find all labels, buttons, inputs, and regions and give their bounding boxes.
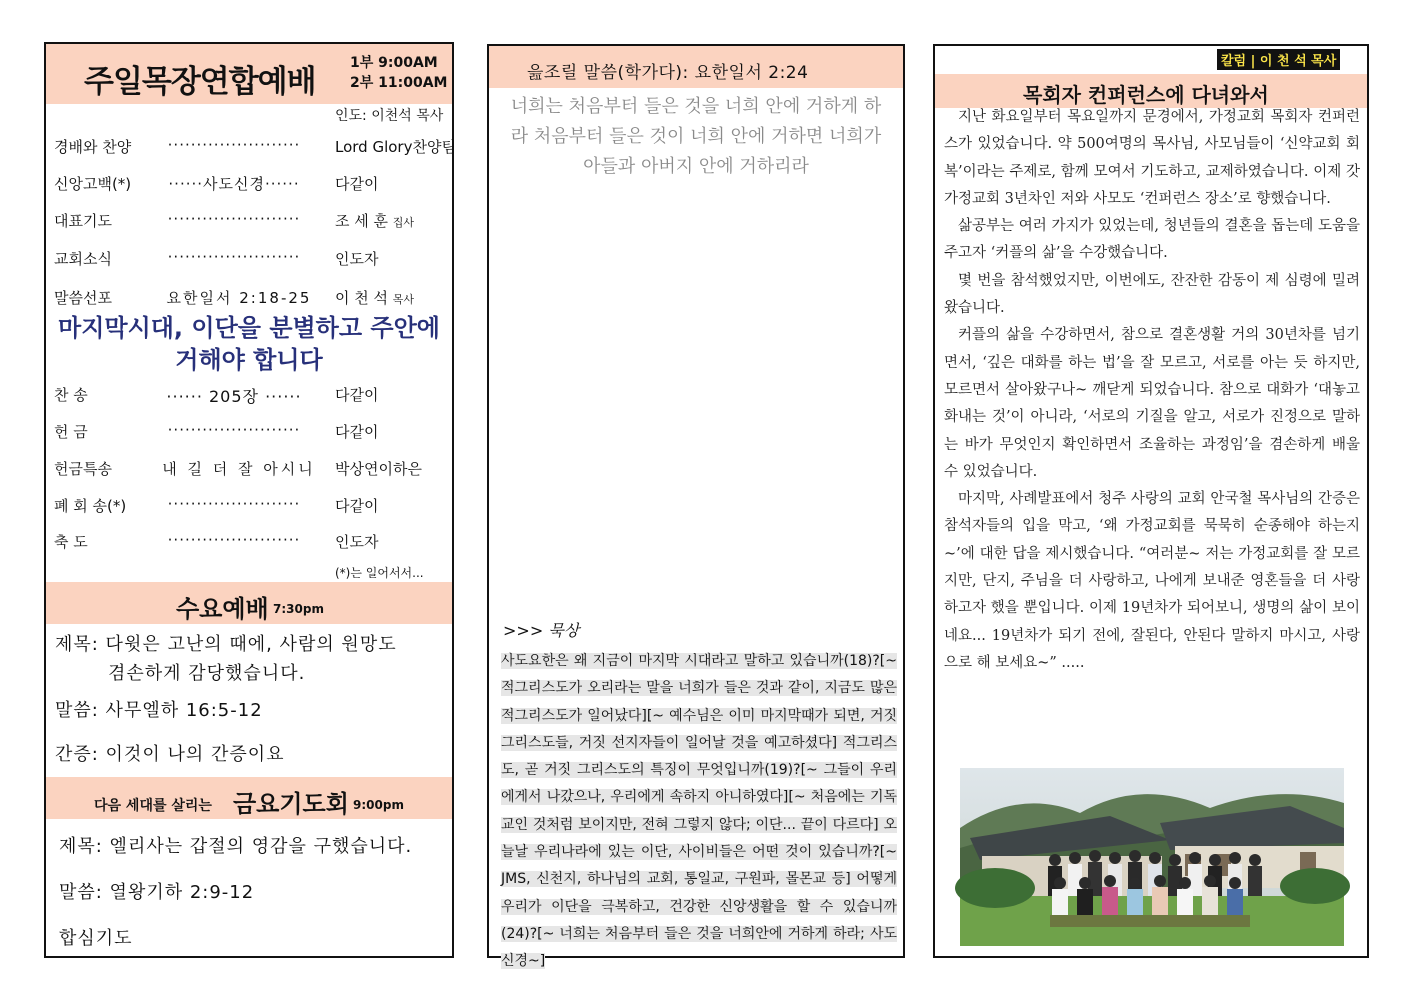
order-row-benediction [54, 531, 450, 555]
service-time-1: 1부 9:00AM [350, 55, 438, 71]
sunday-service-header [46, 44, 452, 104]
wednesday-topic-cont: 겸손하게 감당했습니다. [108, 663, 306, 684]
order-person: 박상연이하은 [335, 460, 422, 478]
order-label: 헌 금 [54, 423, 88, 441]
wednesday-topic: 제목: 다윗은 고난의 때에, 사람의 원망도 [55, 634, 397, 655]
order-row-news [54, 248, 450, 272]
memory-verse: 너희는 처음부터 들은 것을 너희 안에 거하게 하라 처음부터 들은 것이 너희 안에 거하면 너희가 아들과 아버지 안에 거하리라 [510, 96, 882, 177]
friday-scripture: 말씀: 열왕기하 2:9-12 [59, 882, 255, 903]
wednesday-scripture: 말씀: 사무엘하 16:5-12 [55, 700, 263, 721]
order-person [335, 287, 414, 308]
person-role: 집사 [392, 216, 415, 229]
leader-line: 인도: 이천석 목사 [335, 108, 444, 124]
standing-note: (*)는 일어서서... [335, 566, 424, 580]
column-paragraph: 지난 화요일부터 목요일까지 문경에서, 가정교회 목회자 컨퍼런스가 있었습니다. 약 500여명의 목사님, 사모님들이 ‘신약교회 회복’이라는 주제로, 함께 모여서 기도하고, 교제하였습니다. 이제 갓 가정교회 3년차인 저와 사모도 ‘컨퍼런스 장소’로 향했습니다. [944, 109, 1360, 207]
order-person: 다같이 [335, 175, 379, 193]
friday-prayer-prefix: 다음 세대를 살리는 [94, 798, 212, 814]
column-body [944, 104, 1360, 677]
order-row-hymn [54, 384, 450, 408]
person-role: 목사 [392, 293, 415, 306]
sermon-title: 마지막시대, 이단을 분별하고 주안에 거해야 합니다 [58, 314, 440, 374]
order-row-sermon [54, 287, 450, 311]
order-person: 다같이 [335, 423, 379, 441]
order-label: 축 도 [54, 533, 88, 551]
friday-topic: 제목: 엘리사는 갑절의 영감을 구했습니다. [59, 836, 413, 857]
order-person: 다같이 [335, 386, 379, 404]
service-title: 주일목장연합예배 [84, 64, 316, 100]
wednesday-testimony: 간증: 이것이 나의 간증이요 [55, 744, 285, 765]
friday-prayer-title: 금요기도회 [233, 790, 349, 818]
scripture-meditation-panel [487, 44, 905, 970]
order-detail: ······················· [167, 210, 301, 228]
scripture-heading: 읊조릴 말씀(학가다): 요한일서 2:24 [527, 63, 809, 83]
order-row-closing-hymn [54, 495, 450, 519]
order-detail: 내 길 더 잘 아시니 [162, 460, 316, 478]
column-paragraph: 커플의 삶을 수강하면서, 참으로 결혼생활 거의 30년차를 넘기면서, ‘깊은 대화를 하는 법’을 잘 모르고, 서로를 아는 듯 하지만, 모르면서 살아왔구나~ 깨닫게 되었습니다. 참으로 대화가 ‘대놓고 화내는 것’이 아니라, ‘서로의 기질을 알고, 서로가 진정으로 말하는 바가 무엇인지 확인하면서 조율하는 과정임’을 겸손하게 배울 수 있었습니다. [944, 327, 1360, 480]
wednesday-service-header [46, 582, 452, 624]
column-title: 목회자 컨퍼런스에 다녀와서 [1023, 83, 1269, 107]
column-paragraph: 몇 번을 참석했었지만, 이번에도, 잔잔한 감동이 제 심령에 밀려왔습니다. [944, 272, 1360, 317]
sermon-scripture: 요한일서 2:18-25 [166, 289, 312, 307]
service-time-2: 2부 11:00AM [350, 75, 448, 91]
order-row-praise [54, 136, 456, 160]
order-row-special-song [54, 458, 450, 482]
order-label: 신앙고백(*) [54, 175, 132, 193]
order-label: 경배와 찬양 [54, 138, 132, 156]
order-detail: ······················· [167, 421, 301, 439]
wednesday-service-title: 수요예배 [176, 595, 269, 623]
order-row-offering [54, 421, 450, 445]
order-label: 헌금특송 [54, 460, 112, 478]
order-detail: ······················· [167, 136, 301, 154]
friday-prayer-header [46, 777, 452, 819]
meditation-text [501, 648, 897, 976]
column-author-tag: 칼럼 | 이 천 석 목사 [1217, 49, 1340, 70]
order-label: 교회소식 [54, 250, 112, 268]
meditation-label: >>> 묵상 [503, 621, 580, 640]
order-detail: ······················· [167, 531, 301, 549]
order-person: 인도자 [335, 533, 379, 551]
meditation-text-highlight: 사도요한은 왜 지금이 마지막 시대라고 말하고 있습니까(18)?[~ 적그리스도가 오리라는 말을 너희가 들은 것과 같이, 지금도 많은 적그리스도가 일어났다][~ 예수님은 이미 마지막때가 되면, 거짓 그리스도들, 거짓 선지자들이 일어날 것을 예고하셨다] 적그리스도, 곧 거짓 그리스도의 특징이 무엇입니까(19)?[~ 그들이 우리에게서 나갔으나, 우리에게 속하지 아니하였다][~ 처음에는 기독교인 것처럼 보이지만, 전혀 그렇지 않다; 이단... 끝이 다르다] 오늘날 우리나라에 있는 이단, 사이비들은 어떤 것이 있습니까?[~ JMS, 신천지, 하나님의 교회, 통일교, 구원파, 몰몬교 등] 어떻게 우리가 이단을 극복하고, 건강한 신앙생활을 할 수 있습니까(24)?[~ 너희는 처음부터 들은 것을 너희안에 거하게 하라; 사도신경~] [501, 653, 897, 970]
service-times [350, 53, 447, 93]
order-person: 다같이 [335, 497, 379, 515]
friday-closing: 합심기도 [59, 928, 133, 949]
column-header [935, 74, 1367, 108]
order-detail: ······················· [167, 495, 301, 513]
order-label: 대표기도 [54, 212, 112, 230]
order-label: 폐 회 송(*) [54, 497, 127, 515]
wednesday-service-time: 7:30pm [273, 602, 324, 616]
group-photo [960, 768, 1344, 946]
column-panel [933, 44, 1369, 958]
sunday-service-panel [44, 42, 454, 958]
scripture-header [489, 46, 903, 88]
order-person: 인도자 [335, 250, 379, 268]
order-row-prayer [54, 210, 450, 234]
order-row-creed [54, 173, 450, 197]
column-paragraph: 삶공부는 여러 가지가 있었는데, 청년들의 결혼을 돕는데 도움을 주고자 ‘커플의 삶’을 수강했습니다. [944, 218, 1360, 262]
order-person: Lord Glory찬양팀 [335, 138, 456, 156]
order-detail: ······················· [167, 248, 301, 266]
order-label: 말씀선포 [54, 289, 112, 307]
person-name: 조 세 훈 [335, 212, 389, 230]
order-detail: ······ 205장 ······ [166, 387, 302, 406]
order-person [335, 210, 414, 231]
order-label: 찬 송 [54, 386, 88, 404]
group-photo-image [960, 768, 1344, 946]
order-detail: ······사도신경······ [168, 175, 300, 193]
column-paragraph: 마지막, 사례발표에서 청주 사랑의 교회 안국철 목사님의 간증은 참석자들의 입을 막고, ‘왜 가정교회를 묵묵히 순종해야 하는지~’에 대한 답을 제시했습니다. “여러분~ 저는 가정교회를 잘 모르지만, 단지, 주님을 더 사랑하고, 나에게 보내준 영혼들을 더 사랑하고자 했을 뿐입니다. 이제 19년차가 되어보니, 생명의 삶이 보이네요... 19년차가 되기 전에, 잘된다, 안된다 말하지 마시고, 사랑으로 해 보세요~” ..... [944, 491, 1360, 671]
friday-prayer-time: 9:00pm [353, 798, 404, 812]
person-name: 이 천 석 [335, 289, 389, 307]
